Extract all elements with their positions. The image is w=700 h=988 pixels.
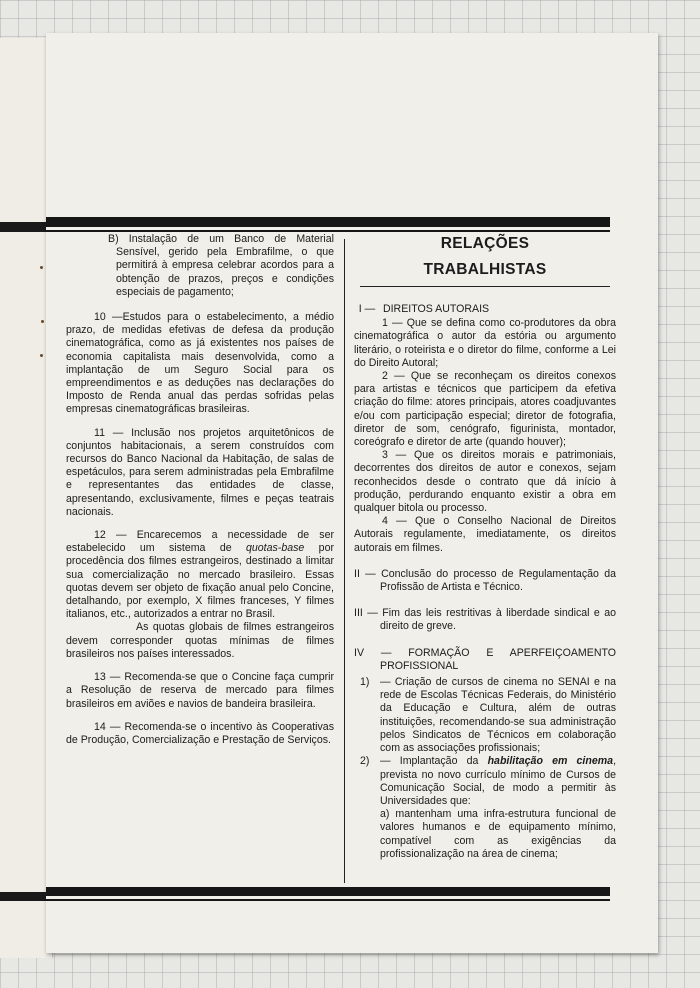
item-2-text-cont: , prevista no novo currículo mínimo de Cursos de Comunicação Social, de modo a permitir às Universidades que: xyxy=(380,755,617,807)
section-2-number: II — xyxy=(354,567,376,580)
heading-underline xyxy=(360,286,610,287)
top-rule xyxy=(46,217,610,227)
section-4-number: IV — xyxy=(354,646,392,659)
item-12 xyxy=(66,529,334,621)
item-14: 14 — Recomenda-se o incentivo às Cooperativas de Produção, Comercialização e Prestação de Serviços. xyxy=(66,720,334,746)
item-12-text-cont: por procedência dos filmes estrangeiros, destinado a limitar sua comercialização no mercado brasileiro. Essas quotas devem ser objeto de fixação anual pelo Concine, detalhando, por exemplo, X filmes franceses, Y filmes italianos, etc., autorizados a entrar no Brasil. xyxy=(66,542,334,621)
item-2-number: 2) xyxy=(360,755,370,768)
bottom-rule xyxy=(46,887,610,896)
item-12-text: 12 — Encarecemos a necessidade de ser estabelecido um sistema de xyxy=(66,529,334,555)
section-3-text: Fim das leis restritivas à liberdade sindical e ao direito de greve. xyxy=(380,607,616,633)
item-b: B) Instalação de um Banco de Material Sensível, gerido pela Embrafilme, o que permitirá à empresa celebrar acordos para a obtenção de prazos, preços e condições especiais de pagamento; xyxy=(108,233,334,298)
section-1-para-4: 4 — Que o Conselho Nacional de Direitos Autorais regulamente, imediatamente, os direitos autorais em filmes. xyxy=(354,515,616,554)
document-page xyxy=(46,33,658,953)
item-1-number: 1) xyxy=(360,676,370,689)
item-12-paragraph-2: As quotas globais de filmes estrangeiros devem corresponder quotas mínimas de filmes brasileiros nos países interessados. xyxy=(66,621,334,660)
heading-line-1: RELAÇÕES xyxy=(440,235,530,252)
section-1-para-3: 3 — Que os direitos morais e patrimoniais, decorrentes dos direitos de autor e conexos, sejam reconhecidos desde o contrato que dá início à produção, perdurando enquanto existir a obra em qualquer bitola ou processo. xyxy=(354,449,616,515)
bottom-rule-thin xyxy=(46,899,610,901)
item-2-text: — Implantação da xyxy=(380,755,488,768)
ink-speck xyxy=(40,266,43,269)
item-12-emphasis: quotas-base xyxy=(245,542,305,555)
section-heading xyxy=(354,234,616,280)
section-4-title xyxy=(354,647,616,673)
ink-speck xyxy=(41,320,44,323)
section-4-title-text: FORMAÇÃO E APERFEIÇOAMENTO PROFISSIONAL xyxy=(380,646,616,672)
item-11: 11 — Inclusão nos projetos arquitetônicos de conjuntos habitacionais, a serem construídos com recursos do Banco Nacional da Habitação, de salas de espetáculos, para serem administradas pela Embrafilme e representantes das entidades de classe, apresentando, exclusivamente, filmes e peças teatrais nacionais. xyxy=(66,426,334,518)
section-1-para-2: 2 — Que se reconheçam os direitos conexos para artistas e técnicos que participem da efetiva criação do filme: atores principais, atores coadjuvantes e/ou com participação especial; diretor de fotografia, diretor de som, cenógrafo, figurinista, montador, coreógrafo e diretor de arte (quando houver); xyxy=(354,370,616,449)
section-1-title xyxy=(354,303,616,316)
section-4-item-2 xyxy=(354,755,616,808)
section-4-item-2-a: a) mantenham uma infra-estrutura funcional de valores humanos e de equipamento mínimo, compatível com as exigências da profissionalização na área de cinema; xyxy=(380,808,616,860)
ink-speck xyxy=(40,354,43,357)
heading-line-2: TRABALHISTAS xyxy=(423,261,547,278)
section-1-title-text: DIREITOS AUTORAIS xyxy=(382,303,490,315)
column-divider xyxy=(344,239,345,883)
top-rule-thin xyxy=(46,230,610,232)
section-2-text: Conclusão do processo de Regulamentação da Profissão de Artista e Técnico. xyxy=(380,567,616,594)
item-10: 10 —Estudos para o estabelecimento, a médio prazo, de medidas efetivas de defesa da produção cinematográfica, como as já existentes nos países de economia capitalista mais desenvolvida, como a implantação de um Seguro Social para os empreendimentos e as deduções nas declarações do Imposto de Renda anual das perdas sofridas pelas empresas cinematográficas brasileiras. xyxy=(66,311,334,416)
item-1-text: — Criação de cursos de cinema no SENAI e na rede de Escolas Técnicas Federais, do Ministério da Educação e Cultura, além de outras instituições, recomendando-se sua administração pelos Sindicatos de Técnicos em colaboração com as associações profissionais; xyxy=(380,676,616,755)
section-4-item-1 xyxy=(354,676,616,755)
section-3-number: III — xyxy=(354,607,378,620)
section-3 xyxy=(354,607,616,633)
section-2 xyxy=(354,568,616,594)
left-column xyxy=(66,233,334,757)
section-1-para-1: 1 — Que se defina como co-produtores da obra cinematográfica o autor da estória ou argumento literário, o roteirista e o diretor do filme, conforme a Lei do Direito Autoral; xyxy=(354,317,616,369)
item-13: 13 — Recomenda-se que o Concine faça cumprir a Resolução de reserva de mercado para filmes brasileiros em aviões e navios de bandeira brasileira. xyxy=(66,671,334,710)
prev-page-rule xyxy=(0,892,52,901)
section-1-number: I — xyxy=(358,303,376,315)
right-column xyxy=(354,233,616,861)
prev-page-rule xyxy=(0,222,52,232)
item-2-emphasis: habilitação em cinema xyxy=(487,755,614,768)
